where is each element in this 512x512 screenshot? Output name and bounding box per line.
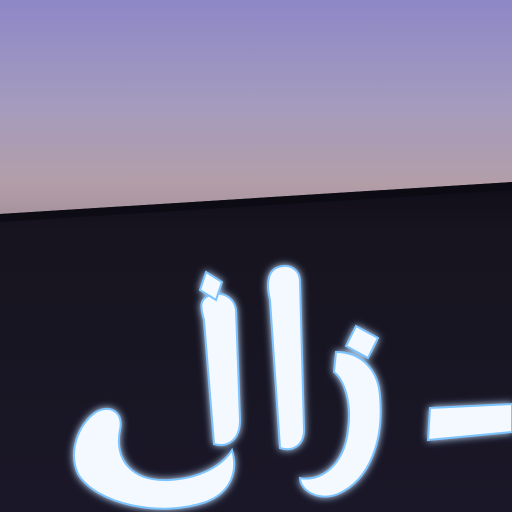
letter-lam [201, 294, 240, 445]
letter-ya [74, 409, 234, 509]
letter-zay [300, 352, 381, 497]
letter-stroke-tail [428, 404, 512, 440]
letter-alef [268, 266, 304, 449]
